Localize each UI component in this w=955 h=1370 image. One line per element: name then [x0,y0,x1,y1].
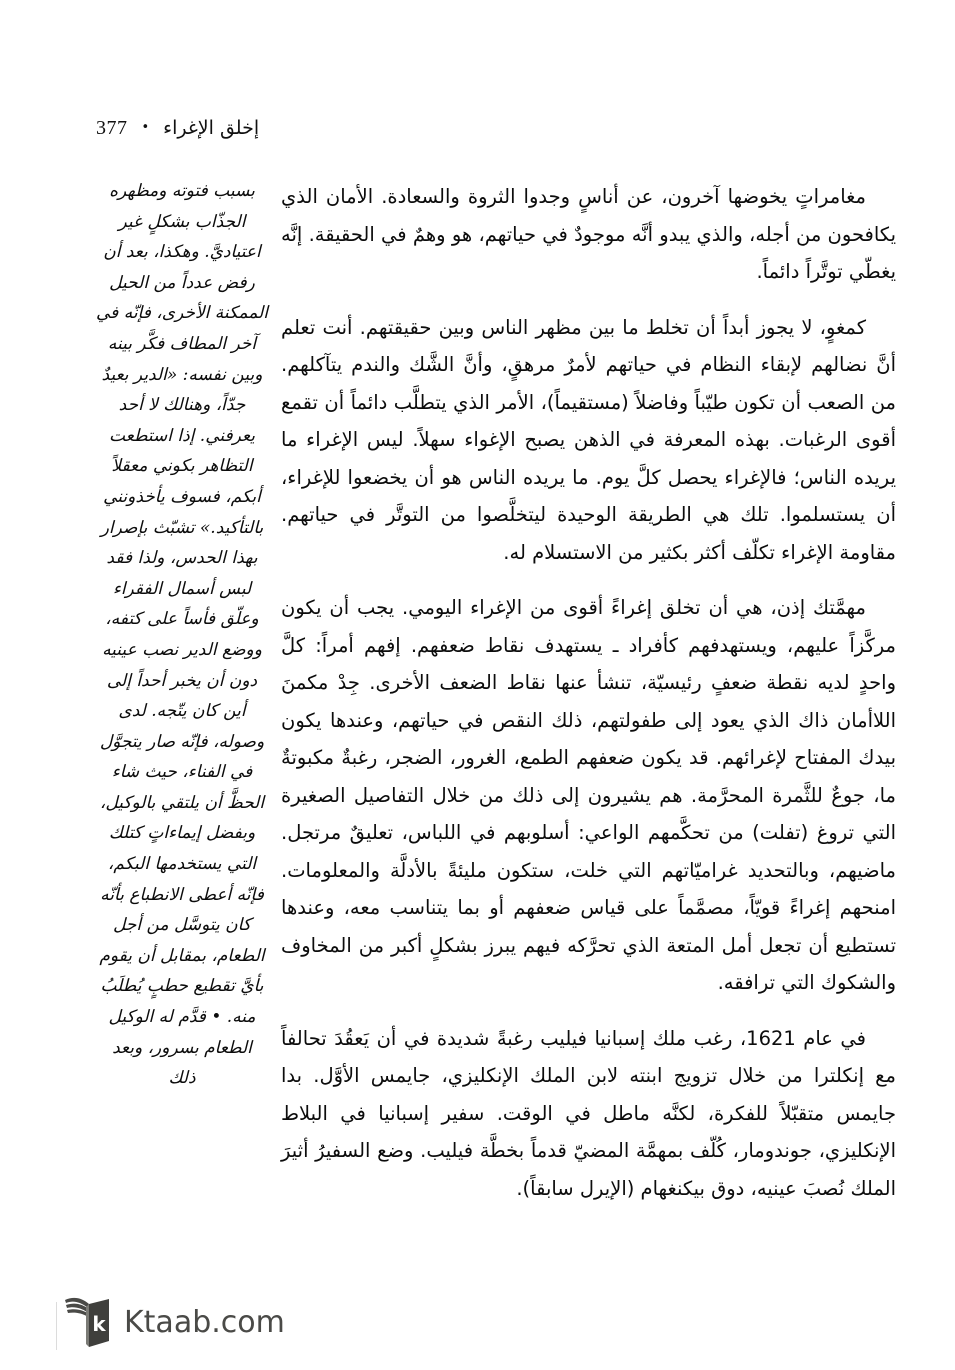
running-head [96,112,396,144]
margin-note-text: بسبب فتوته ومظهره الجذّاب بشكلٍ غير اعتياديَّ. وهكذا، بعد أن رفض عدداً من الحيل الممكنة الأخرى، فإنّه في آخر المطاف فكَّر بينه وبين نفسه: «الدير بعيدٌ جدّاً، وهنالك لا أحد يعرفني. إذا استطعت التظاهر بكوني معقلاً أبكم، فسوف يأخذونني بالتأكيد.» تشبّث بإصرار بهذا الحدس، ولذا فقد لبس أسمال الفقراء وعلّق فأساً على كتفه، ووضع الدير نصب عينيه دون أن يخبر أحداً إلى أين كان يتّجه. لدى وصوله، فإنّه صار يتجوَّل في الفناء، حيث شاء الحظَّ أن يلتقي بالوكيل، وبفضل إيماءاتٍ كتلك التي يستخدمها البكم، فإنّه أعطى الانطباع بأنّه كان يتوسَّل من أجل الطعام، بمقابل أن يقوم بأيَّ تقطيع حطبٍ يُطلَبُ منه. • قدَّم له الوكيل الطعام بسرور، وبعد ذلك [96,181,268,1089]
body-text [281,178,896,1225]
body-paragraph-3: مهمَّتك إذن، هي أن تخلق إغراءً أقوى من الإغراء اليومي. يجب أن يكون مركَّزاً عليهم، ويستهدفهم كأفراد ـ يستهدف نقاط ضعفهم. إفهم أمراً: كلَّ واحدٍ لديه نقطة ضعفٍ رئيسيّة، تنشأ عنها نقاط الضعف الأخرى. جِدْ مكمنَ اللاأمان ذاك الذي يعود إلى طفولتهم، ذلك النقص في حياتهم، وعندها يكون بيدك المفتاح لإغرائهم. قد يكون ضعفهم الطمع، الغرور، الضجر، رغبةٌ مكبوتةٌ ما، جوعٌ للثَّمرة المحرَّمة. هم يشيرون إلى ذلك من خلال التفاصيل الصغيرة التي تروغ (تفلت) من تحكَّمهم الواعي: أسلوبهم في اللباس، تعليقٌ مرتجل. ماضيهم، وبالتحديد غراميّاتهم التي خلت، ستكون مليئةً بالأدلَّة والمعلومات. امنحهم إغراءً قويّاً، مصمَّماً على قياس ضعفهم أو بما يتناسب معه، وعندها تستطيع أن تجعل أمل المتعة الذي تحرَّكه فيهم يبرز بشكلٍ أكبر من المخاوف والشكوك التي ترافقه. [281,596,896,994]
body-paragraph-1: مغامراتٍ يخوضها آخرون، عن أناسٍ وجدوا الثروة والسعادة. الأمان الذي يكافحون من أجله، والذي يبدو أنَّه موجودٌ في حياتهم، هو وهمٌ في الحقيقة. إنَّه يغطّي توتَّراً دائماً. [281,185,896,283]
chapter-title: إخلق الإغراء [163,117,260,139]
page-content [96,178,896,1268]
open-book-icon [62,1291,114,1353]
watermark-divider [56,1302,57,1350]
watermark-label: Ktaab.com [124,1304,285,1340]
svg-text:k: k [92,1312,106,1336]
watermark[interactable] [62,1286,285,1358]
body-paragraph-4: في عام 1621، رغب ملك إسبانيا فيليب رغبةً شديدة في أن يَعقُدَ تحالفاً مع إنكلترا من خلال تزويج ابنته لابن الملك الإنكليزي، جايمس الأوَّل. بدا جايمس متقبّلاً للفكرة، لكنَّه ماطل في الوقت. سفير إسبانيا في البلاط الإنكليزي، جوندومار، كُلّف بمهمَّة المضيّ قدماً بخطَّة فيليب. وضع السفيرُ أثيرَ الملك نُصبَ عينيه، دوق بيكنغهام (الإيرل سابقاً). [281,1026,896,1200]
running-head-separator-icon: • [141,119,150,135]
body-paragraph-2: كمغوٍ، لا يجوز أبداً أن تخلط ما بين مظهر الناس وبين حقيقتهم. أنت تعلم أنَّ نضالهم لإبقاء النظام في حياتهم لأمرٌ مرهقٍ، وأنَّ الشَّك والندم يتآكلهم. من الصعب أن تكون طيّباً وفاضلاً (مستقيماً)، الأمر الذي يتطلَّب دائماً أن تقمع أقوى الرغبات. بهذه المعرفة في الذهن يصبح الإغواء سهلاً. ليس الإغراء ما يريده الناس؛ فالإغراء يحصل كلَّ يوم. ما يريده الناس هو أن يخضعوا للإغراء، أن يستسلموا. تلك هي الطريقة الوحيدة ليتخلَّصوا من التوتَّر في حياتهم. مقاومة الإغراء تكلّف أكثر بكثير من الاستسلام له. [281,315,896,564]
page-number: 377 [96,116,128,139]
margin-note [96,176,268,1094]
